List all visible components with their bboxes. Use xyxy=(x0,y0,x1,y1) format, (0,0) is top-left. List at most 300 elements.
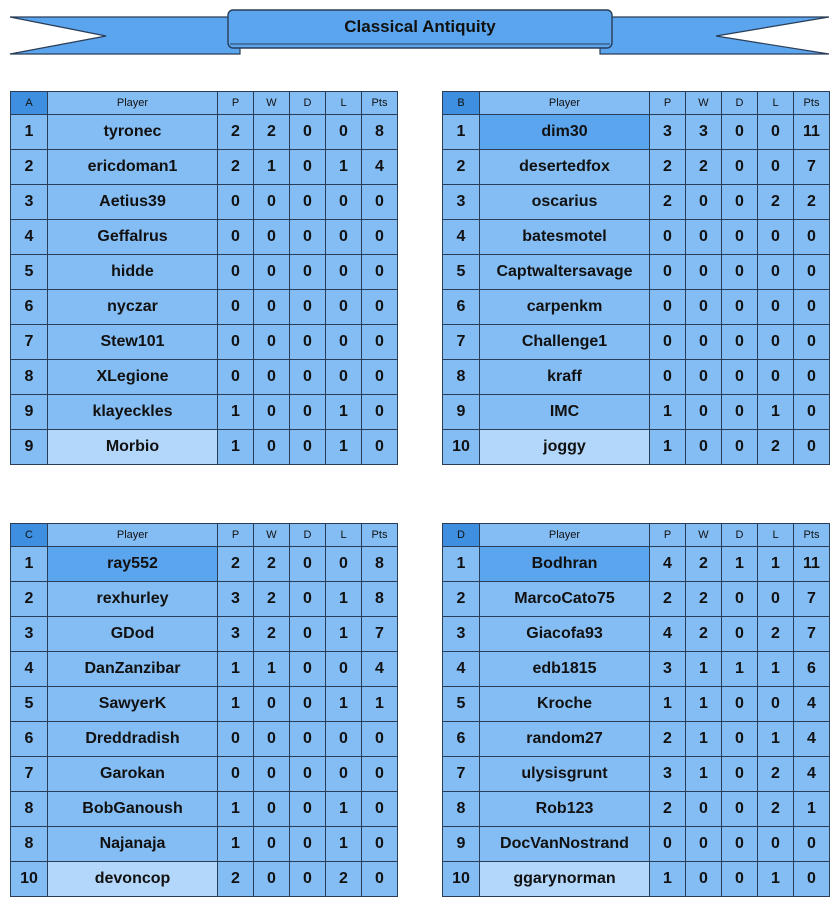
table-row xyxy=(11,255,398,290)
l-cell: 2 xyxy=(758,757,794,792)
d-cell: 0 xyxy=(722,722,758,757)
l-cell: 2 xyxy=(758,185,794,220)
table-row xyxy=(443,255,830,290)
pts-cell: 4 xyxy=(362,652,398,687)
l-cell: 1 xyxy=(326,827,362,862)
l-cell: 0 xyxy=(758,827,794,862)
rank-cell: 1 xyxy=(11,547,48,582)
rank-cell: 5 xyxy=(11,255,48,290)
d-cell: 0 xyxy=(290,617,326,652)
pts-cell: 0 xyxy=(362,757,398,792)
d-cell: 0 xyxy=(290,290,326,325)
d-cell: 0 xyxy=(290,325,326,360)
table-row xyxy=(443,360,830,395)
rank-cell: 2 xyxy=(443,582,480,617)
p-cell: 2 xyxy=(218,547,254,582)
player-name-cell: kraff xyxy=(480,360,650,395)
p-cell: 2 xyxy=(650,792,686,827)
w-cell: 0 xyxy=(686,792,722,827)
banner-right-tail xyxy=(600,17,829,54)
player-name-cell: Najanaja xyxy=(48,827,218,862)
l-cell: 0 xyxy=(326,360,362,395)
p-cell: 3 xyxy=(650,115,686,150)
d-cell: 0 xyxy=(290,827,326,862)
l-cell: 1 xyxy=(326,582,362,617)
p-cell: 2 xyxy=(650,185,686,220)
player-name-cell: Morbio xyxy=(48,430,218,465)
d-cell: 0 xyxy=(722,862,758,897)
player-name-cell: SawyerK xyxy=(48,687,218,722)
table-row xyxy=(443,220,830,255)
table-row xyxy=(11,185,398,220)
l-cell: 1 xyxy=(326,792,362,827)
table-row xyxy=(11,430,398,465)
table-row xyxy=(443,862,830,897)
rank-cell: 9 xyxy=(11,395,48,430)
table-row xyxy=(443,687,830,722)
player-name-cell: edb1815 xyxy=(480,652,650,687)
rank-cell: 8 xyxy=(11,792,48,827)
rank-cell: 9 xyxy=(11,430,48,465)
p-cell: 2 xyxy=(650,150,686,185)
rank-cell: 4 xyxy=(443,652,480,687)
table-row xyxy=(443,185,830,220)
table-row xyxy=(11,757,398,792)
group-d-table xyxy=(442,523,830,897)
table-row xyxy=(443,430,830,465)
l-cell: 2 xyxy=(758,430,794,465)
played-column-header: P xyxy=(650,524,686,547)
page-title: Classical Antiquity xyxy=(344,17,496,36)
w-cell: 1 xyxy=(686,652,722,687)
header-row xyxy=(11,524,398,547)
l-cell: 0 xyxy=(326,185,362,220)
table-row xyxy=(443,547,830,582)
pts-cell: 0 xyxy=(794,290,830,325)
p-cell: 1 xyxy=(218,652,254,687)
player-name-cell: Rob123 xyxy=(480,792,650,827)
player-name-cell: Challenge1 xyxy=(480,325,650,360)
player-name-cell: DocVanNostrand xyxy=(480,827,650,862)
p-cell: 0 xyxy=(650,360,686,395)
pts-cell: 8 xyxy=(362,582,398,617)
l-cell: 1 xyxy=(326,150,362,185)
drawn-column-header: D xyxy=(722,524,758,547)
d-cell: 0 xyxy=(290,582,326,617)
player-name-cell: joggy xyxy=(480,430,650,465)
l-cell: 0 xyxy=(326,255,362,290)
table-row xyxy=(11,547,398,582)
table-row xyxy=(11,220,398,255)
pts-cell: 0 xyxy=(362,722,398,757)
p-cell: 0 xyxy=(650,290,686,325)
rank-cell: 8 xyxy=(443,360,480,395)
table-row xyxy=(11,652,398,687)
rank-cell: 6 xyxy=(11,722,48,757)
l-cell: 0 xyxy=(326,115,362,150)
player-name-cell: oscarius xyxy=(480,185,650,220)
d-cell: 0 xyxy=(722,325,758,360)
d-cell: 0 xyxy=(290,115,326,150)
d-cell: 0 xyxy=(722,430,758,465)
pts-cell: 7 xyxy=(794,582,830,617)
p-cell: 1 xyxy=(650,395,686,430)
p-cell: 3 xyxy=(650,652,686,687)
rank-cell: 8 xyxy=(11,360,48,395)
w-cell: 0 xyxy=(254,722,290,757)
pts-cell: 1 xyxy=(794,792,830,827)
p-cell: 0 xyxy=(218,360,254,395)
player-name-cell: batesmotel xyxy=(480,220,650,255)
d-cell: 1 xyxy=(722,652,758,687)
l-cell: 1 xyxy=(758,395,794,430)
p-cell: 0 xyxy=(650,255,686,290)
rank-cell: 6 xyxy=(11,290,48,325)
player-name-cell: Aetius39 xyxy=(48,185,218,220)
pts-cell: 4 xyxy=(794,687,830,722)
w-cell: 1 xyxy=(254,652,290,687)
lost-column-header: L xyxy=(326,92,362,115)
p-cell: 1 xyxy=(218,687,254,722)
rank-cell: 7 xyxy=(443,325,480,360)
d-cell: 0 xyxy=(290,862,326,897)
w-cell: 1 xyxy=(254,150,290,185)
w-cell: 2 xyxy=(686,547,722,582)
w-cell: 2 xyxy=(254,582,290,617)
w-cell: 2 xyxy=(686,617,722,652)
l-cell: 0 xyxy=(758,687,794,722)
l-cell: 2 xyxy=(758,792,794,827)
player-name-cell: tyronec xyxy=(48,115,218,150)
table-row xyxy=(11,827,398,862)
d-cell: 0 xyxy=(722,115,758,150)
pts-cell: 0 xyxy=(362,792,398,827)
d-cell: 0 xyxy=(722,827,758,862)
w-cell: 3 xyxy=(686,115,722,150)
rank-cell: 10 xyxy=(11,862,48,897)
won-column-header: W xyxy=(254,524,290,547)
w-cell: 0 xyxy=(686,185,722,220)
w-cell: 0 xyxy=(254,827,290,862)
l-cell: 1 xyxy=(758,652,794,687)
table-row xyxy=(443,290,830,325)
rank-cell: 6 xyxy=(443,290,480,325)
player-name-cell: Stew101 xyxy=(48,325,218,360)
pts-cell: 0 xyxy=(362,827,398,862)
played-column-header: P xyxy=(650,92,686,115)
d-cell: 0 xyxy=(290,757,326,792)
pts-cell: 0 xyxy=(362,220,398,255)
table-row xyxy=(11,290,398,325)
d-cell: 0 xyxy=(722,687,758,722)
table-row xyxy=(11,582,398,617)
rank-cell: 9 xyxy=(443,395,480,430)
lost-column-header: L xyxy=(758,524,794,547)
lost-column-header: L xyxy=(758,92,794,115)
played-column-header: P xyxy=(218,524,254,547)
rank-cell: 4 xyxy=(443,220,480,255)
group-label: D xyxy=(443,524,480,547)
table-row xyxy=(443,150,830,185)
pts-cell: 0 xyxy=(794,430,830,465)
p-cell: 0 xyxy=(650,220,686,255)
table-row xyxy=(443,395,830,430)
w-cell: 0 xyxy=(254,255,290,290)
group-label: A xyxy=(11,92,48,115)
group-label: B xyxy=(443,92,480,115)
table-row xyxy=(443,757,830,792)
table-row xyxy=(11,150,398,185)
player-name-cell: dim30 xyxy=(480,115,650,150)
w-cell: 1 xyxy=(686,722,722,757)
d-cell: 0 xyxy=(290,687,326,722)
table-row xyxy=(443,325,830,360)
l-cell: 0 xyxy=(326,722,362,757)
pts-cell: 6 xyxy=(794,652,830,687)
d-cell: 0 xyxy=(722,582,758,617)
l-cell: 1 xyxy=(758,862,794,897)
pts-cell: 0 xyxy=(362,290,398,325)
pts-cell: 7 xyxy=(794,617,830,652)
w-cell: 0 xyxy=(254,757,290,792)
w-cell: 0 xyxy=(686,290,722,325)
player-name-cell: Captwaltersavage xyxy=(480,255,650,290)
pts-cell: 0 xyxy=(794,255,830,290)
d-cell: 0 xyxy=(290,547,326,582)
group-c-table xyxy=(10,523,398,897)
points-column-header: Pts xyxy=(794,92,830,115)
table-row xyxy=(11,395,398,430)
d-cell: 0 xyxy=(722,290,758,325)
l-cell: 0 xyxy=(758,150,794,185)
player-name-cell: GDod xyxy=(48,617,218,652)
p-cell: 0 xyxy=(650,827,686,862)
player-name-cell: ggarynorman xyxy=(480,862,650,897)
group-a-table xyxy=(10,91,398,465)
d-cell: 0 xyxy=(722,757,758,792)
player-name-cell: klayeckles xyxy=(48,395,218,430)
rank-cell: 1 xyxy=(443,547,480,582)
l-cell: 0 xyxy=(758,325,794,360)
l-cell: 0 xyxy=(326,290,362,325)
player-name-cell: devoncop xyxy=(48,862,218,897)
l-cell: 0 xyxy=(326,652,362,687)
w-cell: 0 xyxy=(686,255,722,290)
rank-cell: 10 xyxy=(443,862,480,897)
w-cell: 2 xyxy=(686,150,722,185)
p-cell: 2 xyxy=(650,582,686,617)
player-column-header: Player xyxy=(48,92,218,115)
table-row xyxy=(443,582,830,617)
d-cell: 0 xyxy=(722,220,758,255)
played-column-header: P xyxy=(218,92,254,115)
rank-cell: 7 xyxy=(11,757,48,792)
pts-cell: 2 xyxy=(794,185,830,220)
w-cell: 0 xyxy=(686,220,722,255)
p-cell: 1 xyxy=(218,430,254,465)
w-cell: 0 xyxy=(254,395,290,430)
d-cell: 0 xyxy=(290,360,326,395)
l-cell: 1 xyxy=(758,722,794,757)
player-name-cell: desertedfox xyxy=(480,150,650,185)
pts-cell: 0 xyxy=(794,395,830,430)
d-cell: 0 xyxy=(290,430,326,465)
player-column-header: Player xyxy=(48,524,218,547)
rank-cell: 3 xyxy=(443,617,480,652)
pts-cell: 11 xyxy=(794,115,830,150)
pts-cell: 0 xyxy=(362,360,398,395)
w-cell: 0 xyxy=(254,430,290,465)
p-cell: 3 xyxy=(650,757,686,792)
table-row xyxy=(11,617,398,652)
l-cell: 1 xyxy=(326,430,362,465)
d-cell: 0 xyxy=(290,255,326,290)
pts-cell: 0 xyxy=(362,395,398,430)
p-cell: 1 xyxy=(218,792,254,827)
l-cell: 0 xyxy=(326,757,362,792)
p-cell: 2 xyxy=(218,150,254,185)
pts-cell: 7 xyxy=(362,617,398,652)
player-name-cell: ericdoman1 xyxy=(48,150,218,185)
table-row xyxy=(11,722,398,757)
table-row xyxy=(11,687,398,722)
l-cell: 2 xyxy=(326,862,362,897)
pts-cell: 1 xyxy=(362,687,398,722)
l-cell: 2 xyxy=(758,617,794,652)
p-cell: 2 xyxy=(218,115,254,150)
drawn-column-header: D xyxy=(290,524,326,547)
player-name-cell: Bodhran xyxy=(480,547,650,582)
w-cell: 0 xyxy=(686,395,722,430)
pts-cell: 4 xyxy=(794,722,830,757)
l-cell: 1 xyxy=(758,547,794,582)
w-cell: 0 xyxy=(254,220,290,255)
player-name-cell: rexhurley xyxy=(48,582,218,617)
p-cell: 0 xyxy=(218,325,254,360)
d-cell: 0 xyxy=(722,150,758,185)
p-cell: 0 xyxy=(218,220,254,255)
rank-cell: 7 xyxy=(443,757,480,792)
p-cell: 1 xyxy=(218,395,254,430)
pts-cell: 0 xyxy=(362,430,398,465)
d-cell: 0 xyxy=(290,150,326,185)
rank-cell: 3 xyxy=(11,617,48,652)
d-cell: 0 xyxy=(722,185,758,220)
player-name-cell: ulysisgrunt xyxy=(480,757,650,792)
l-cell: 0 xyxy=(758,115,794,150)
d-cell: 1 xyxy=(722,547,758,582)
l-cell: 1 xyxy=(326,687,362,722)
header-row xyxy=(11,92,398,115)
banner-left-tail xyxy=(10,17,240,54)
p-cell: 4 xyxy=(650,617,686,652)
w-cell: 0 xyxy=(686,360,722,395)
rank-cell: 9 xyxy=(443,827,480,862)
d-cell: 0 xyxy=(722,792,758,827)
l-cell: 0 xyxy=(326,325,362,360)
p-cell: 2 xyxy=(650,722,686,757)
d-cell: 0 xyxy=(290,652,326,687)
l-cell: 1 xyxy=(326,395,362,430)
player-name-cell: ray552 xyxy=(48,547,218,582)
p-cell: 4 xyxy=(650,547,686,582)
rank-cell: 2 xyxy=(11,582,48,617)
w-cell: 0 xyxy=(686,827,722,862)
table-row xyxy=(443,722,830,757)
rank-cell: 2 xyxy=(11,150,48,185)
l-cell: 0 xyxy=(758,360,794,395)
pts-cell: 4 xyxy=(362,150,398,185)
l-cell: 0 xyxy=(758,582,794,617)
w-cell: 0 xyxy=(254,325,290,360)
p-cell: 3 xyxy=(218,582,254,617)
table-row xyxy=(11,325,398,360)
d-cell: 0 xyxy=(290,220,326,255)
rank-cell: 3 xyxy=(443,185,480,220)
player-name-cell: DanZanzibar xyxy=(48,652,218,687)
p-cell: 1 xyxy=(650,430,686,465)
w-cell: 0 xyxy=(254,792,290,827)
points-column-header: Pts xyxy=(794,524,830,547)
d-cell: 0 xyxy=(290,722,326,757)
won-column-header: W xyxy=(254,92,290,115)
header-row xyxy=(443,524,830,547)
player-name-cell: Kroche xyxy=(480,687,650,722)
table-row xyxy=(11,862,398,897)
d-cell: 0 xyxy=(722,255,758,290)
w-cell: 0 xyxy=(686,430,722,465)
rank-cell: 5 xyxy=(11,687,48,722)
won-column-header: W xyxy=(686,524,722,547)
pts-cell: 0 xyxy=(362,185,398,220)
w-cell: 1 xyxy=(686,757,722,792)
drawn-column-header: D xyxy=(722,92,758,115)
pts-cell: 0 xyxy=(794,862,830,897)
player-column-header: Player xyxy=(480,524,650,547)
pts-cell: 8 xyxy=(362,115,398,150)
w-cell: 0 xyxy=(254,185,290,220)
pts-cell: 0 xyxy=(362,255,398,290)
w-cell: 2 xyxy=(254,115,290,150)
rank-cell: 5 xyxy=(443,255,480,290)
rank-cell: 4 xyxy=(11,220,48,255)
rank-cell: 3 xyxy=(11,185,48,220)
points-column-header: Pts xyxy=(362,524,398,547)
player-name-cell: carpenkm xyxy=(480,290,650,325)
rank-cell: 1 xyxy=(11,115,48,150)
pts-cell: 0 xyxy=(362,325,398,360)
pts-cell: 0 xyxy=(794,220,830,255)
w-cell: 2 xyxy=(686,582,722,617)
l-cell: 0 xyxy=(326,547,362,582)
player-name-cell: IMC xyxy=(480,395,650,430)
pts-cell: 0 xyxy=(362,862,398,897)
pts-cell: 7 xyxy=(794,150,830,185)
d-cell: 0 xyxy=(290,185,326,220)
l-cell: 0 xyxy=(758,290,794,325)
table-row xyxy=(443,115,830,150)
rank-cell: 6 xyxy=(443,722,480,757)
table-row xyxy=(11,792,398,827)
rank-cell: 8 xyxy=(443,792,480,827)
player-name-cell: Geffalrus xyxy=(48,220,218,255)
p-cell: 0 xyxy=(650,325,686,360)
w-cell: 2 xyxy=(254,547,290,582)
w-cell: 0 xyxy=(254,360,290,395)
drawn-column-header: D xyxy=(290,92,326,115)
table-row xyxy=(443,827,830,862)
group-b-table xyxy=(442,91,830,465)
